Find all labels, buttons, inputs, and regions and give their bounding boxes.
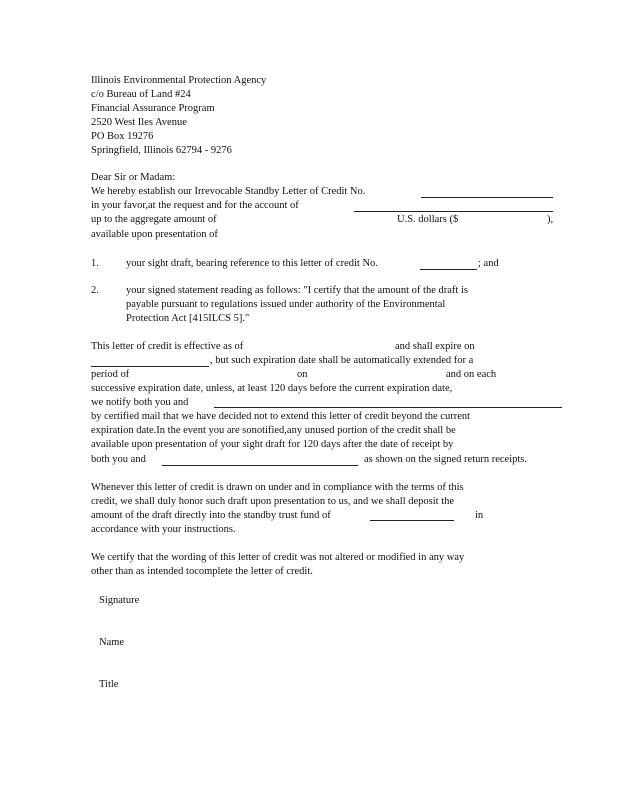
address-line-pobox: PO Box 19276 [91, 131, 154, 142]
certify-line-1: We certify that the wording of this letter of credit was not altered or modified in any way [91, 552, 465, 563]
intro-line-3: up to the aggregate amount of [91, 214, 217, 225]
effective-line-3c: and on each [446, 369, 497, 380]
effective-line-3b: on [297, 369, 308, 380]
address-line-city: Springfield, Illinois 62794 - 9276 [91, 145, 232, 156]
address-line-bureau: c/o Bureau of Land #24 [91, 89, 191, 100]
effective-line-4: successive expiration date, unless, at least 120 days before the current expiration date, [91, 383, 453, 394]
item-1-number: 1. [91, 258, 99, 269]
effective-line-8: available upon presentation of your sight draft for 120 days after the date of receipt by [91, 439, 454, 450]
intro-line-1: We hereby establish our Irrevocable Standby Letter of Credit No. [91, 186, 366, 197]
usd-amount-close: ), [547, 214, 554, 225]
usd-amount-label: U.S. dollars ($ [397, 214, 459, 225]
account-party-blank[interactable] [354, 211, 553, 212]
whenever-line-3b: in [475, 510, 484, 521]
whenever-line-2: credit, we shall duly honor such draft upon presentation to us, and we shall deposit the [91, 496, 455, 507]
item-2-line-1: your signed statement reading as follows: "I certify that the amount of the draft is [126, 285, 468, 296]
effective-line-2: , but such expiration date shall be automatically extended for a [210, 355, 474, 366]
name-label: Name [99, 637, 125, 648]
receipt-party-blank[interactable] [162, 465, 358, 466]
whenever-line-3a: amount of the draft directly into the standby trust fund of [91, 510, 331, 521]
address-line-street: 2520 West Iles Avenue [91, 117, 187, 128]
effective-line-9b: as shown on the signed return receipts. [364, 454, 528, 465]
effective-line-6: by certified mail that we have decided not to extend this letter of credit beyond the current [91, 411, 471, 422]
title-label: Title [99, 679, 119, 690]
trust-fund-blank[interactable] [370, 520, 454, 521]
signature-label: Signature [99, 595, 140, 606]
letter-of-credit-number-blank[interactable] [421, 197, 553, 198]
whenever-line-4: accordance with your instructions. [91, 524, 236, 535]
certify-line-2: other than as intended tocomplete the letter of credit. [91, 566, 313, 577]
address-line-program: Financial Assurance Program [91, 103, 215, 114]
effective-line-3a: period of [91, 369, 130, 380]
effective-line-7: expiration date.In the event you are sonotified,any unused portion of the credit shall be [91, 425, 456, 436]
item-2-line-3: Protection Act [415ILCS 5]." [126, 313, 250, 324]
whenever-line-1: Whenever this letter of credit is drawn on under and in compliance with the terms of this [91, 482, 464, 493]
item-2-number: 2. [91, 285, 99, 296]
salutation: Dear Sir or Madam: [91, 172, 176, 183]
effective-line-1a: This letter of credit is effective as of [91, 341, 244, 352]
item-1-text: your sight draft, bearing reference to this letter of credit No. [126, 258, 378, 269]
sight-draft-reference-blank[interactable] [420, 269, 477, 270]
effective-line-9a: both you and [91, 454, 146, 465]
effective-line-1b: and shall expire on [395, 341, 475, 352]
item-2-line-2: payable pursuant to regulations issued under authority of the Environmental [126, 299, 446, 310]
notify-party-blank[interactable] [214, 407, 562, 408]
effective-line-5: we notify both you and [91, 397, 189, 408]
intro-line-2: in your favor,at the request and for the account of [91, 200, 299, 211]
expiration-date-blank[interactable] [91, 366, 209, 367]
intro-line-4: available upon presentation of [91, 229, 218, 240]
address-line-agency: Illinois Environmental Protection Agency [91, 75, 267, 86]
item-1-tail: ; and [478, 258, 499, 269]
